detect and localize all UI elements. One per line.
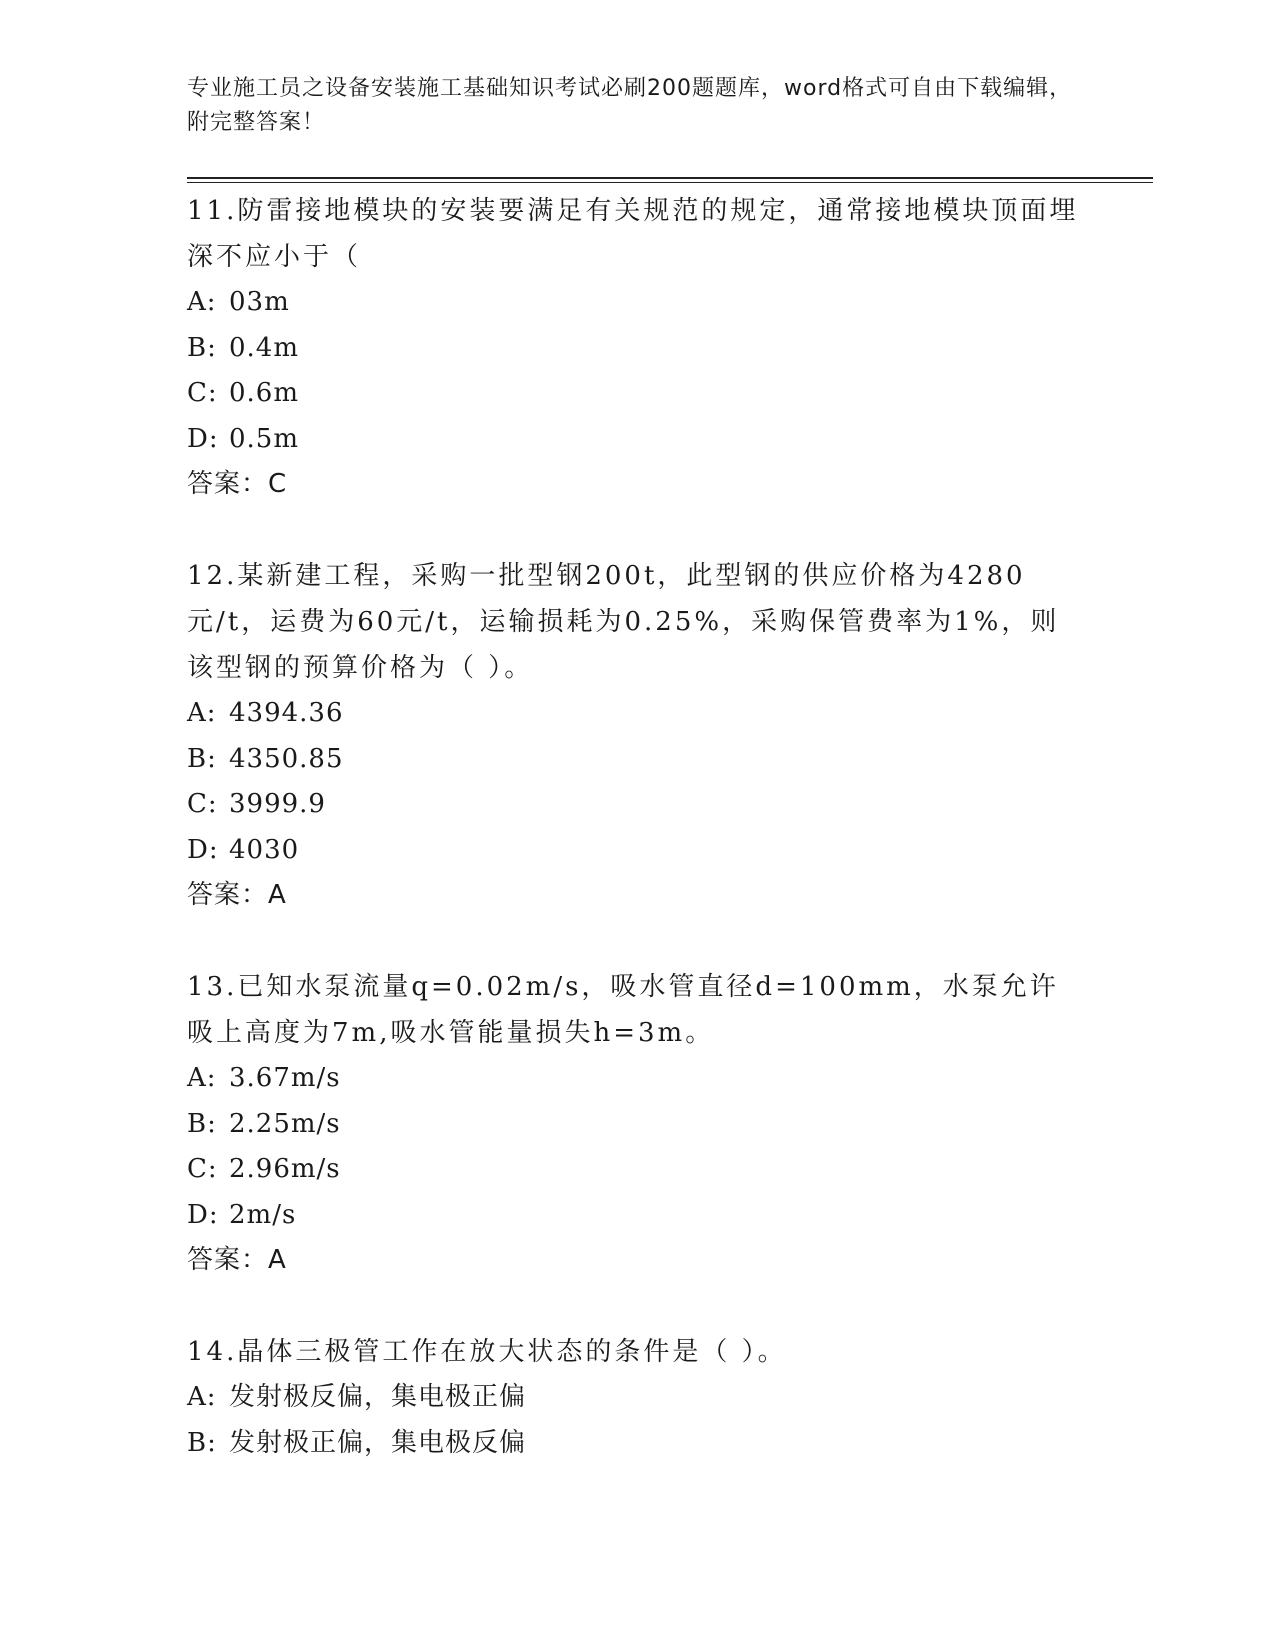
option-b bbox=[187, 326, 1087, 372]
option-b bbox=[187, 1102, 1087, 1148]
option-d bbox=[187, 1193, 1087, 1239]
option-d bbox=[187, 417, 1087, 463]
option-c bbox=[187, 371, 1087, 417]
option-text: 0.4m bbox=[229, 332, 300, 363]
option-a bbox=[187, 280, 1087, 326]
option-key: A: bbox=[187, 698, 217, 728]
header-rule bbox=[187, 177, 1153, 179]
option-key: B: bbox=[187, 332, 217, 363]
option-text: 发射极正偏，集电极反偏 bbox=[229, 1427, 527, 1458]
option-text: 发射极反偏，集电极正偏 bbox=[229, 1382, 527, 1412]
option-text: 0.5m bbox=[229, 423, 300, 454]
option-text: 3999.9 bbox=[229, 789, 326, 819]
option-key: B: bbox=[187, 743, 217, 774]
option-key: D: bbox=[187, 1199, 219, 1230]
option-text: 4394.36 bbox=[229, 698, 344, 728]
option-key: B: bbox=[187, 1427, 217, 1458]
document-header: 专业施工员之设备安装施工基础知识考试必刷200题题库，word格式可自由下载编辑，附完整答案！ bbox=[187, 76, 1073, 135]
option-key: D: bbox=[187, 834, 219, 865]
option-c bbox=[187, 782, 1087, 828]
option-text: 2.96m/s bbox=[229, 1154, 341, 1184]
option-key: B: bbox=[187, 1108, 217, 1139]
option-c bbox=[187, 1147, 1087, 1193]
option-key: A: bbox=[187, 1063, 217, 1093]
option-key: C: bbox=[187, 1154, 218, 1184]
option-key: A: bbox=[187, 1382, 217, 1412]
option-key: D: bbox=[187, 423, 219, 454]
question-12 bbox=[187, 553, 1087, 917]
option-b bbox=[187, 737, 1087, 783]
option-a bbox=[187, 1375, 1087, 1421]
option-a bbox=[187, 691, 1087, 737]
option-text: 2.25m/s bbox=[229, 1108, 341, 1139]
option-b bbox=[187, 1421, 1087, 1467]
option-d bbox=[187, 828, 1087, 874]
answer-line: 答案：C bbox=[187, 469, 288, 499]
question-stem: 12.某新建工程，采购一批型钢200t，此型钢的供应价格为4280元/t，运费为60元/t，运输损耗为0.25%，采购保管费率为1%，则该型钢的预算价格为（ ）。 bbox=[187, 561, 1060, 683]
option-text: 0.6m bbox=[229, 378, 300, 408]
option-text: 4350.85 bbox=[229, 743, 344, 774]
question-stem: 13.已知水泵流量q=0.02m/s，吸水管直径d=100mm，水泵允许吸上高度为7m,吸水管能量损失h=3m。 bbox=[187, 972, 1059, 1048]
option-key: A: bbox=[187, 287, 217, 317]
question-stem: 11.防雷接地模块的安装要满足有关规范的规定，通常接地模块顶面埋深不应小于（ bbox=[187, 196, 1079, 272]
option-a bbox=[187, 1056, 1087, 1102]
option-text: 4030 bbox=[229, 834, 300, 865]
option-key: C: bbox=[187, 789, 218, 819]
option-key: C: bbox=[187, 378, 218, 408]
option-text: 03m bbox=[229, 287, 290, 317]
question-13 bbox=[187, 964, 1087, 1282]
option-text: 3.67m/s bbox=[229, 1063, 341, 1093]
answer-line: 答案：A bbox=[187, 880, 287, 910]
question-stem: 14.晶体三极管工作在放大状态的条件是（ ）。 bbox=[187, 1337, 787, 1367]
question-11 bbox=[187, 188, 1087, 506]
option-text: 2m/s bbox=[229, 1199, 297, 1230]
header-rule-thin bbox=[187, 182, 1153, 183]
answer-line: 答案：A bbox=[187, 1245, 287, 1275]
question-14 bbox=[187, 1329, 1087, 1466]
question-list bbox=[187, 188, 1087, 1513]
